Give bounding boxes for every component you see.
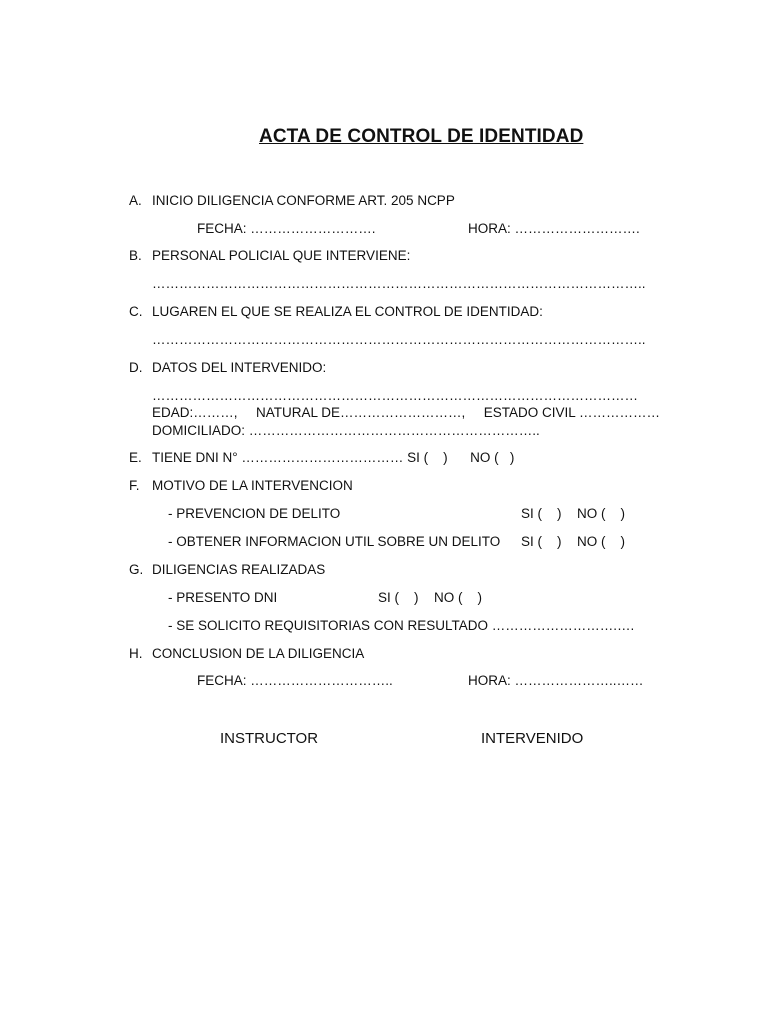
edad-field: EDAD:………,: [152, 405, 238, 420]
instructor-signature-label: INSTRUCTOR: [220, 730, 319, 747]
section-d-personal-row: [152, 405, 660, 421]
section-b-fill-line: ………………………………………………………………………………………………..: [152, 276, 646, 291]
section-d-fill-line: ………………………………………………………………………………………………: [152, 388, 638, 403]
domiciliado-field: DOMICILIADO: ………………………………………………………..: [152, 423, 540, 438]
section-f-item-si: SI ( ): [521, 506, 562, 521]
section-d-heading: DATOS DEL INTERVENIDO:: [152, 360, 327, 375]
section-e-letter: E.: [129, 450, 142, 465]
document-title: ACTA DE CONTROL DE IDENTIDAD: [259, 126, 584, 147]
section-h-hora: HORA: …………………..……: [468, 673, 644, 688]
estado-civil-field: ESTADO CIVIL ………………: [483, 405, 660, 420]
natural-field: NATURAL DE………………………,: [255, 405, 466, 420]
section-f-letter: F.: [129, 478, 140, 493]
presento-dni-si: SI ( ): [378, 590, 419, 605]
section-f-item-text: - PREVENCION DE DELITO: [168, 506, 341, 521]
section-a-heading: INICIO DILIGENCIA CONFORME ART. 205 NCPP: [152, 193, 455, 208]
section-f-item-text: - OBTENER INFORMACION UTIL SOBRE UN DELITO: [168, 534, 501, 549]
section-b-letter: B.: [129, 248, 142, 263]
section-a-letter: A.: [129, 193, 142, 208]
section-a-hora: HORA: ……………………….: [468, 221, 640, 236]
section-h-heading: CONCLUSION DE LA DILIGENCIA: [152, 646, 365, 661]
section-c-fill-line: ………………………………………………………………………………………………..: [152, 332, 646, 347]
section-a-fecha: FECHA: ……………………….: [197, 221, 376, 236]
section-b-heading: PERSONAL POLICIAL QUE INTERVIENE:: [152, 248, 411, 263]
section-f-heading: MOTIVO DE LA INTERVENCION: [152, 478, 353, 493]
intervenido-signature-label: INTERVENIDO: [481, 730, 584, 747]
section-f-item-no: NO ( ): [577, 506, 625, 521]
section-c-letter: C.: [129, 304, 143, 319]
section-h-fecha: FECHA: …………………………..: [197, 673, 393, 688]
section-e-text: TIENE DNI N° ……………………………… SI ( ) NO ( ): [152, 450, 515, 465]
section-g-letter: G.: [129, 562, 144, 577]
section-g-heading: DILIGENCIAS REALIZADAS: [152, 562, 326, 577]
presento-dni-no: NO ( ): [434, 590, 482, 605]
presento-dni-text: - PRESENTO DNI: [168, 590, 278, 605]
section-f-item-si: SI ( ): [521, 534, 562, 549]
section-f-item-no: NO ( ): [577, 534, 625, 549]
section-c-heading: LUGAREN EL QUE SE REALIZA EL CONTROL DE IDENTIDAD:: [152, 304, 543, 319]
section-d-letter: D.: [129, 360, 143, 375]
requisitorias-text: - SE SOLICITO REQUISITORIAS CON RESULTADO ……………………….….: [168, 618, 635, 633]
section-h-letter: H.: [129, 646, 143, 661]
